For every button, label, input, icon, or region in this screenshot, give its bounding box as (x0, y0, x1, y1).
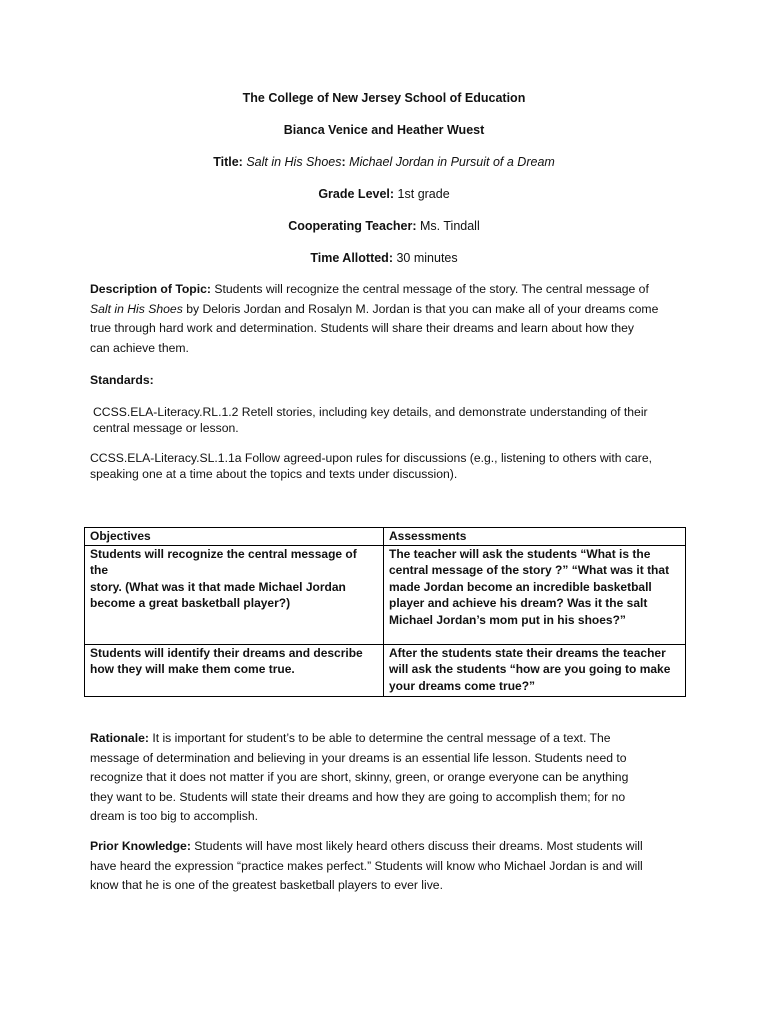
description-paragraph (90, 280, 680, 358)
prior-knowledge-paragraph (90, 837, 680, 896)
objectives-assessments-table (84, 527, 686, 697)
title-separator: : (341, 155, 346, 169)
objective-line: how they will make them come true. (90, 662, 295, 676)
rationale-line-4: they want to be. Students will state their dreams and how they are going to accomplish them; for no (90, 789, 626, 804)
standard-rl (93, 404, 693, 436)
prior-text-1: Students will have most likely heard others discuss their dreams. Most students will (194, 839, 643, 853)
objectives-header: Objectives (85, 528, 384, 546)
description-line-3: true through hard work and determination. Students will share their dreams and learn about how they (90, 321, 635, 335)
title-label: Title: (213, 155, 243, 169)
standard-rl-line-1: CCSS.ELA-Literacy.RL.1.2 Retell stories, including key details, and demonstrate understanding of their (93, 405, 648, 419)
description-line-1 (90, 280, 680, 300)
standard-sl (90, 450, 690, 482)
prior-line-2: have heard the expression “practice makes perfect.” Students will know who Michael Jordan is and will (90, 858, 643, 873)
grade-label: Grade Level: (318, 187, 395, 201)
teacher-value: Ms. Tindall (420, 219, 480, 233)
rationale-line-5: dream is too big to accomplish. (90, 809, 258, 823)
objective-line: Students will recognize the central message of the (90, 546, 357, 577)
standard-sl-line-1: CCSS.ELA-Literacy.SL.1.1a Follow agreed-upon rules for discussions (e.g., listening to others with care, (90, 451, 653, 465)
grade-value: 1st grade (397, 187, 450, 201)
rationale-paragraph (90, 729, 680, 827)
description-line-2 (90, 300, 680, 320)
objective-line: become a great basketball player?) (90, 596, 291, 610)
prior-line-1 (90, 837, 680, 857)
description-text-1: Students will recognize the central message of the story. The central message of (214, 282, 649, 296)
objective-cell (85, 545, 384, 644)
rationale-line-1 (90, 729, 680, 749)
description-text-2: by Deloris Jordan and Rosalyn M. Jordan is that you can make all of your dreams come (186, 301, 659, 316)
standard-sl-line-2: speaking one at a time about the topics and texts under discussion). (90, 467, 458, 481)
institution-heading: The College of New Jersey School of Education (242, 91, 526, 105)
teacher-line (0, 219, 768, 233)
time-label: Time Allotted: (310, 251, 393, 265)
assessment-line: made Jordan become an incredible basketball (389, 579, 652, 594)
title-subtitle: Michael Jordan in Pursuit of a Dream (349, 155, 555, 169)
objective-line: story. (What was it that made Michael Jordan (90, 579, 346, 594)
title-line (0, 155, 768, 169)
table-row (85, 644, 686, 696)
teacher-label: Cooperating Teacher: (288, 219, 417, 233)
standard-rl-line-2: central message or lesson. (93, 421, 239, 435)
time-line (0, 251, 768, 265)
standards-heading: Standards: (90, 373, 154, 387)
rationale-label: Rationale: (90, 731, 149, 745)
prior-knowledge-label: Prior Knowledge: (90, 839, 191, 853)
objective-cell (85, 644, 384, 696)
assessments-header: Assessments (384, 528, 686, 546)
description-line-4: can achieve them. (90, 340, 189, 355)
assessment-cell (384, 545, 686, 644)
title-book: Salt in His Shoes (246, 155, 342, 169)
rationale-text-1: It is important for student’s to be able to determine the central message of a text. The (152, 731, 611, 745)
time-value: 30 minutes (396, 251, 458, 265)
assessment-line: player and achieve his dream? Was it the salt (389, 596, 648, 610)
table-header-row (85, 528, 686, 546)
assessment-line: your dreams come true?” (389, 678, 536, 693)
assessment-line: After the students state their dreams the teacher (389, 645, 666, 660)
grade-line (0, 187, 768, 201)
objective-line: Students will identify their dreams and describe (90, 645, 363, 660)
rationale-line-2: message of determination and believing in your dreams is an essential life lesson. Students need to (90, 750, 627, 765)
assessment-line: The teacher will ask the students “What is the (389, 546, 651, 561)
assessment-line: will ask the students “how are you going to make (389, 662, 671, 676)
assessment-line: Michael Jordan’s mom put in his shoes?” (389, 612, 626, 627)
table-row (85, 545, 686, 644)
description-label: Description of Topic: (90, 282, 211, 296)
assessment-cell (384, 644, 686, 696)
rationale-line-3: recognize that it does not matter if you are short, skinny, green, or orange everyone can be anything (90, 770, 629, 784)
description-book: Salt in His Shoes (90, 301, 183, 316)
prior-line-3: know that he is one of the greatest basketball players to ever live. (90, 878, 443, 892)
assessment-line: central message of the story ?” “What was it that (389, 563, 670, 577)
authors-line: Bianca Venice and Heather Wuest (283, 123, 485, 137)
